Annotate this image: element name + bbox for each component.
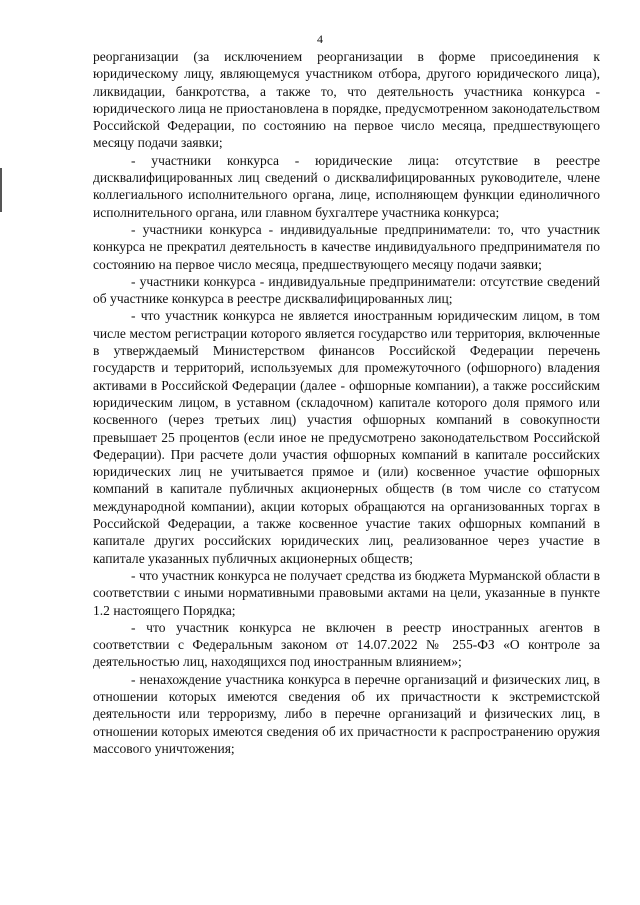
paragraph-extremism: - ненахождение участника конкурса в перечне организаций и физических лиц, в отношении которых имеются сведения об их причастности к экстремистской деятельности или терроризму, либо в перечне организаций и физических лиц, в отношении которых имеются сведения об их причастности к распространению оружия массового уничтожения; [93,671,600,756]
paragraph-offshore: - что участник конкурса не является иностранным юридическим лицом, в том числе местом регистрации которого является государство или территория, включенные в утверждаемый Министерством финансов Российской Федерации перечень государств и территорий, используемых для промежуточного (офшорного) владения активами в Российской Федерации (далее - офшорные компании), а также российским юридическим лицом, в уставном (складочном) капитале которого доля прямого или косвенного (через третьих лиц) участия офшорных компаний в совокупности превышает 25 процентов (если иное не предусмотрено законодательством Российской Федерации). При расчете доли участия офшорных компаний в капитале российских юридических лиц не учитывается прямое и (или) косвенное участие офшорных компаний в капитале публичных акционерных обществ (в том числе со статусом международной компании), акции которых обращаются на организованных торгах в Российской Федерации, а также косвенное участие таких офшорных компаний в капитале других российских юридических лиц, реализованное через участие в капитале указанных публичных акционерных обществ; [93,308,600,566]
paragraph-disqualified-legal: - участники конкурса - юридические лица: отсутствие в реестре дисквалифицированных лиц сведений о дисквалифицированных руководителе, члене коллегиального исполнительного органа, лице, исполняющем функции единоличного исполнительного органа, или главном бухгалтере участника конкурса; [93,152,600,220]
paragraph-entrepreneur-activity: - участники конкурса - индивидуальные предприниматели: то, что участник конкурса не прекратил деятельность в качестве индивидуального предпринимателя по состоянию на первое число месяца, предшествующего месяцу подачи заявки; [93,221,600,272]
document-body [93,48,600,757]
margin-scan-mark [0,168,2,212]
paragraph-reorganization: реорганизации (за исключением реорганизации в форме присоединения к юридическому лицу, являющемуся участником отбора, другого юридического лица), ликвидации, банкротства, а также то, что деятельность участника конкурса - юридического лица не приостановлена в порядке, предусмотренном законодательством Российской Федерации, по состоянию на первое число месяца, предшествующего месяцу подачи заявки; [93,49,600,151]
paragraph-budget-funds: - что участник конкурса не получает средства из бюджета Мурманской области в соответствии с иными нормативными правовыми актами на цели, указанные в пункте 1.2 настоящего Порядка; [93,567,600,618]
page-number: 4 [317,32,323,46]
paragraph-foreign-agents: - что участник конкурса не включен в реестр иностранных агентов в соответствии с Федеральным законом от 14.07.2022 № 255-ФЗ «О контроле за деятельностью лиц, находящихся под иностранным влиянием»; [93,619,600,670]
paragraph-entrepreneur-disqualified: - участники конкурса - индивидуальные предприниматели: отсутствие сведений об участнике конкурса в реестре дисквалифицированных лиц; [93,273,600,307]
